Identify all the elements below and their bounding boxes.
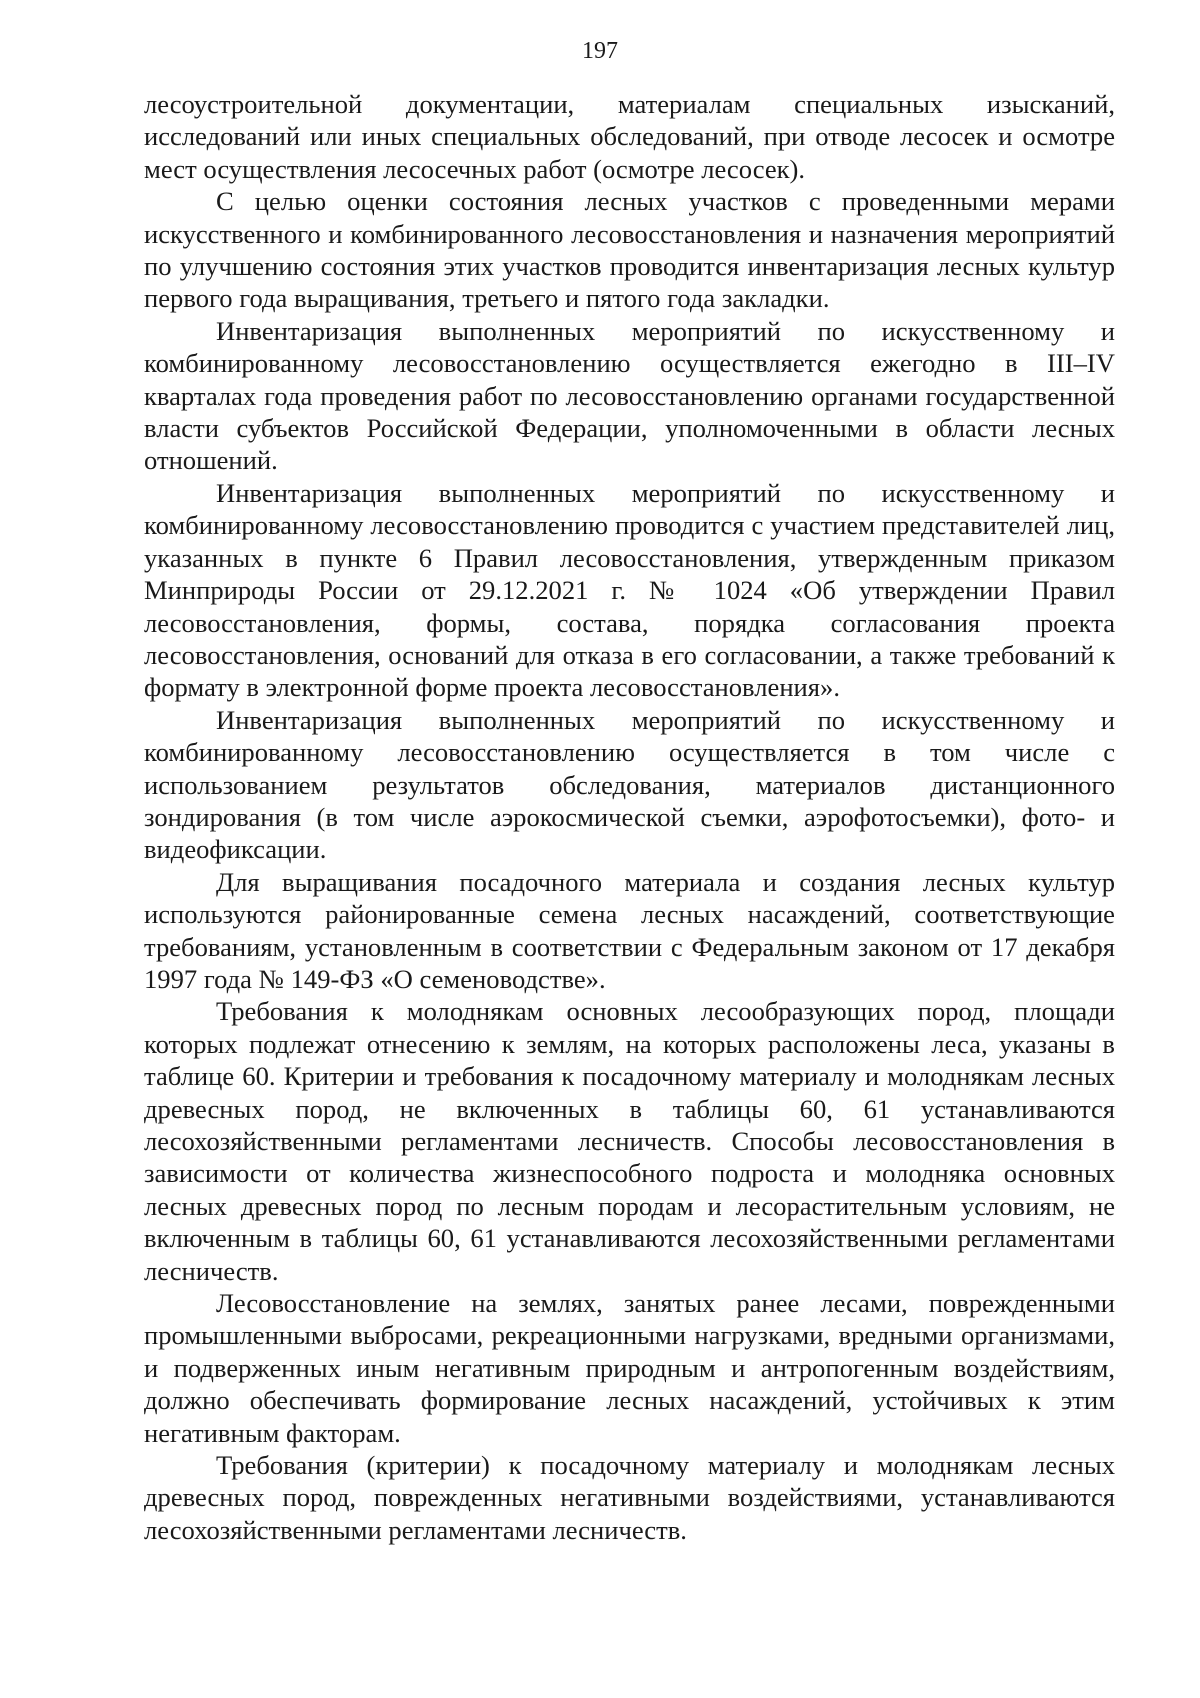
paragraph: Требования (критерии) к посадочному материалу и молоднякам лесных древесных пород, поврежденных негативными воздействиями, устанавливаются лесохозяйственными регламентами лесничеств. [144, 1450, 1115, 1545]
paragraph: Требования к молоднякам основных лесообразующих пород, площади которых подлежат отнесению к землям, на которых расположены леса, указаны в таблице 60. Критерии и требования к посадочному материалу и молоднякам лесных древесных пород, не включенных в таблицы 60, 61 устанавливаются лесохозяйственными регламентами лесничеств. Способы лесовосстановления в зависимости от количества жизнеспособного подроста и молодняка основных лесных древесных пород по лесным породам и лесорастительным условиям, не включенным в таблицы 60, 61 устанавливаются лесохозяйственными регламентами лесничеств. [144, 996, 1115, 1286]
paragraph: Инвентаризация выполненных мероприятий по искусственному и комбинированному лесовосстановлению осуществляется ежегодно в III–IV кварталах года проведения работ по лесовосстановлению органами государственной власти субъектов Российской Федерации, уполномоченными в области лесных отношений. [144, 315, 1115, 476]
document-body [144, 88, 1115, 1546]
paragraph-continuation: лесоустроительной документации, материалам специальных изысканий, исследований или иных специальных обследований, при отводе лесосек и осмотре мест осуществления лесосечных работ (осмотре лесосек). [144, 89, 1115, 184]
paragraph: С целью оценки состояния лесных участков с проведенными мерами искусственного и комбинированного лесовосстановления и назначения мероприятий по улучшению состояния этих участков проводится инвентаризация лесных культур первого года выращивания, третьего и пятого года закладки. [144, 186, 1115, 314]
paragraph: Лесовосстановление на землях, занятых ранее лесами, поврежденными промышленными выбросами, рекреационными нагрузками, вредными организмами, и подверженных иным негативным природным и антропогенным воздействиям, должно обеспечивать формирование лесных насаждений, устойчивых к этим негативным факторам. [144, 1288, 1115, 1448]
paragraph: Инвентаризация выполненных мероприятий по искусственному и комбинированному лесовосстановлению проводится с участием представителей лиц, указанных в пункте 6 Правил лесовосстановления, утвержденным приказом Минприроды России от 29.12.2021 г. № 1024 «Об утверждении Правил лесовосстановления, формы, состава, порядка согласования проекта лесовосстановления, оснований для отказа в его согласовании, а также требований к формату в электронной форме проекта лесовосстановления». [144, 477, 1115, 703]
paragraph: Для выращивания посадочного материала и создания лесных культур используются районированные семена лесных насаждений, соответствующие требованиям, установленным в соответствии с Федеральным законом от 17 декабря 1997 года № 149-ФЗ «О семеноводстве». [144, 866, 1115, 994]
paragraph: Инвентаризация выполненных мероприятий по искусственному и комбинированному лесовосстановлению осуществляется в том числе с использованием результатов обследования, материалов дистанционного зондирования (в том числе аэрокосмической съемки, аэрофотосъемки), фото- и видеофиксации. [144, 704, 1115, 865]
page-number: 197 [582, 38, 618, 64]
